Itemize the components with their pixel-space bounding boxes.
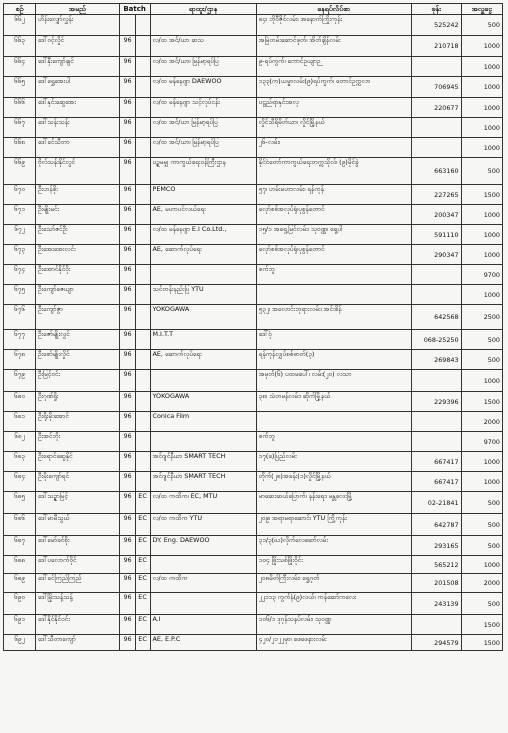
cell-rank: YOKOGAWA <box>150 392 256 412</box>
cell-amount: 9700 <box>461 265 502 285</box>
cell-amount: 500 <box>461 350 502 370</box>
cell-ec <box>135 245 150 265</box>
cell-rank: အင်ဂျင်နီယာ SMART TECH <box>150 472 256 492</box>
cell-rank: အင်ဂျင်နီယာ SMART TECH <box>150 452 256 472</box>
cell-ec: EC <box>135 635 150 651</box>
cell-ec <box>135 432 150 452</box>
cell-batch: 96 <box>119 615 135 635</box>
cell-ec <box>135 138 150 158</box>
cell-batch: 96 <box>119 472 135 492</box>
cell-name: ဒေါ်နိုင်နိုင်ဝင်း <box>35 615 119 635</box>
donor-table <box>3 3 503 651</box>
cell-no: ၆၉၁ <box>4 615 36 635</box>
cell-batch: 96 <box>119 432 135 452</box>
table-row <box>4 635 503 651</box>
table-header-row <box>4 4 503 15</box>
cell-no: ၆၆၉ <box>4 158 36 185</box>
cell-address: ၃၈၊ သံတမန်လမ်း၊ ဆိုက်မြို့နယ် <box>256 392 411 412</box>
cell-phone: 201508 <box>411 574 461 593</box>
cell-name: ဦးရောင်ဆွေနိုင် <box>35 452 119 472</box>
cell-address: ၂၀၈မိတ်ကြီးလမ်း၊ ရွှေဂုတ် <box>256 574 411 593</box>
cell-no: ၆၇၅ <box>4 285 36 305</box>
cell-phone: 293165 <box>411 536 461 556</box>
cell-name: ဒေါ်သီတာကျော် <box>35 635 119 651</box>
cell-batch: 96 <box>119 285 135 305</box>
table-row <box>4 305 503 330</box>
cell-name: ဦးအောင်နိုင်ဝိုး <box>35 265 119 285</box>
cell-name: ဗိုလ်သန်းနိုင်လွင် <box>35 158 119 185</box>
cell-address: နိုင်ငံတော်ကာကွယ်ရေးတက္ကသိုလ်၊ (၉)မိုင်ခွဲ <box>256 158 411 185</box>
cell-address: ၁၅/၁ အရှေ့မြင်လမ်း၊ သုဝဏ္ဏ၊ ရှေ့ပါ <box>256 225 411 245</box>
cell-address: ၂၂၁၁၃ ကွက်နံ(၉)လယ်၊ ကန်ဆော်ကလေး <box>256 593 411 615</box>
table-row <box>4 245 503 265</box>
cell-name: ဒေါ်ခင်ကြည်ကြည် <box>35 574 119 593</box>
cell-no: ၆၇၈ <box>4 350 36 370</box>
cell-name: ဒေါ်ပလောက်ဝိုင် <box>35 556 119 574</box>
cell-no: ၆၈၃ <box>4 452 36 472</box>
table-row <box>4 15 503 36</box>
cell-address: လှော်စစ်အလုပ်ရုံ၊ပုစွန်တောင် <box>256 205 411 225</box>
cell-batch: 96 <box>119 392 135 412</box>
cell-batch: 96 <box>119 118 135 138</box>
header-name: အမည် <box>35 4 119 15</box>
cell-name: ဒေါ်သဉ္ဇာမြင့် <box>35 492 119 514</box>
cell-amount: 1000 <box>461 77 502 98</box>
cell-address: အမြဲတမ်းဆောင်ဖုတ်၊ အိတ်ချိန်လမ်း <box>256 36 411 57</box>
cell-amount: 1000 <box>461 285 502 305</box>
cell-amount: 500 <box>461 330 502 350</box>
cell-rank: လ/ထ အင်/ယာ မြန်မာ့ရပ်ပြ <box>150 118 256 138</box>
cell-rank: လ/ထ မန်နေဂျာ DAEWOO <box>150 77 256 98</box>
cell-no: ၆၈၁ <box>4 412 36 432</box>
cell-batch: 96 <box>119 205 135 225</box>
header-batch: Batch <box>119 4 150 15</box>
cell-no: ၆၆၅ <box>4 77 36 98</box>
cell-batch: 96 <box>119 635 135 651</box>
cell-no: ၆၇၆ <box>4 305 36 330</box>
cell-phone: 667417 <box>411 472 461 492</box>
cell-phone: 642568 <box>411 305 461 330</box>
cell-address: တိုက်(၂၈)အခန်း(၁)လှိုင်မြို့နယ် <box>256 472 411 492</box>
cell-address: ၂၀၉၊ အရာမရာဆောင်၊ YTU ကြို့ကုန်း <box>256 514 411 536</box>
table-row <box>4 225 503 245</box>
cell-ec <box>135 330 150 350</box>
cell-address: ရန်ကုန်လျှပ်စစ်ဓာတ်(၃) <box>256 350 411 370</box>
cell-amount: 1000 <box>461 36 502 57</box>
cell-phone <box>411 615 461 635</box>
cell-phone: 294579 <box>411 635 461 651</box>
header-address: နေရပ်လိပ်စာ <box>256 4 411 15</box>
cell-no: ၆၇၂ <box>4 225 36 245</box>
table-row <box>4 98 503 118</box>
table-row <box>4 285 503 305</box>
cell-name: ဦးအင်ဘိုး <box>35 432 119 452</box>
cell-batch: 96 <box>119 412 135 432</box>
cell-batch: 96 <box>119 536 135 556</box>
cell-amount: 500 <box>461 593 502 615</box>
table-row <box>4 536 503 556</box>
cell-phone: 229396 <box>411 392 461 412</box>
cell-batch: 96 <box>119 492 135 514</box>
cell-amount: 500 <box>461 514 502 536</box>
cell-batch: 96 <box>119 185 135 205</box>
cell-ec <box>135 158 150 185</box>
cell-rank: Conica Film <box>150 412 256 432</box>
header-amount: အလှူငွေ <box>461 4 502 15</box>
cell-batch: 96 <box>119 265 135 285</box>
cell-amount: 1000 <box>461 472 502 492</box>
cell-ec <box>135 36 150 57</box>
cell-phone: 210718 <box>411 36 461 57</box>
cell-name: ဦးဂုဏ်ရှိုး <box>35 392 119 412</box>
cell-ec <box>135 305 150 330</box>
cell-phone <box>411 57 461 77</box>
cell-address: ပဋ္ဌည်ရာနှင်းအလှ <box>256 98 411 118</box>
cell-name: ဦးဟန်စိုး <box>35 185 119 205</box>
cell-phone: 663160 <box>411 158 461 185</box>
cell-phone: 525242 <box>411 15 461 36</box>
cell-rank <box>150 15 256 36</box>
cell-no: ၆၇၁ <box>4 205 36 225</box>
cell-phone: 220677 <box>411 98 461 118</box>
cell-no: ၆၇၃ <box>4 245 36 265</box>
cell-rank: သင်တန်းနည်းပြ YTU <box>150 285 256 305</box>
cell-address: ၁၀၆/၁ ဒုဂုန်သနပ်လမ်း၊ သုဝဏ္ဏ <box>256 615 411 635</box>
cell-ec: EC <box>135 593 150 615</box>
cell-batch: 96 <box>119 36 135 57</box>
cell-ec <box>135 412 150 432</box>
cell-ec <box>135 77 150 98</box>
cell-amount: 1000 <box>461 556 502 574</box>
cell-address: ၁၇(ခ)ပြည်လမ်း <box>256 452 411 472</box>
cell-rank: AE, E.P.C <box>150 635 256 651</box>
cell-ec <box>135 392 150 412</box>
table-row <box>4 432 503 452</box>
cell-rank: လ/ထ အင်/ယာ၊ မြန်မာ့ရပ်ပြ <box>150 57 256 77</box>
cell-batch <box>119 15 135 36</box>
table-row <box>4 265 503 285</box>
cell-phone: 642787 <box>411 514 461 536</box>
cell-ec <box>135 452 150 472</box>
cell-address: ၁၀၄ ဖြိုးသစ်ဖြိုးဝိုင်း <box>256 556 411 574</box>
cell-phone <box>411 432 461 452</box>
cell-name: ဒေါ်မာမီသွယ် <box>35 514 119 536</box>
cell-ec <box>135 185 150 205</box>
header-phone: ဖုန်း <box>411 4 461 15</box>
cell-name: ဒေါ်သန်းသန်း <box>35 118 119 138</box>
cell-phone <box>411 370 461 392</box>
cell-batch: 96 <box>119 330 135 350</box>
cell-ec: EC <box>135 556 150 574</box>
cell-phone <box>411 138 461 158</box>
cell-ec <box>135 225 150 245</box>
cell-phone: 290347 <box>411 245 461 265</box>
table-row <box>4 514 503 536</box>
cell-name: ဒေါ်မော်ခင်စိုး <box>35 536 119 556</box>
cell-amount: 1000 <box>461 138 502 158</box>
cell-amount: 1000 <box>461 225 502 245</box>
cell-phone: 565212 <box>411 556 461 574</box>
cell-ec: EC <box>135 574 150 593</box>
cell-amount: 1500 <box>461 392 502 412</box>
cell-no: ၆၇၀ <box>4 185 36 205</box>
cell-rank: လ/ထ အင်/ယာ၊ မြန်မာ့ရပ်ပြ <box>150 138 256 158</box>
cell-amount: 1000 <box>461 57 502 77</box>
cell-no: ၆၈၆ <box>4 514 36 536</box>
cell-amount: 1000 <box>461 205 502 225</box>
cell-ec <box>135 118 150 138</box>
cell-rank: လ/ထ ကထိက၊ EC, MTU <box>150 492 256 514</box>
cell-batch: 96 <box>119 514 135 536</box>
cell-address: ၉-ရပ်ကွက်၊ ကောင်ဥယျာဉ <box>256 57 411 77</box>
cell-name: ဦးကျော်ဇေယျာ <box>35 285 119 305</box>
cell-rank <box>150 265 256 285</box>
cell-batch: 96 <box>119 593 135 615</box>
cell-rank: M.I.T.T <box>150 330 256 350</box>
cell-name: ဒေါ်မြိုးသန့်သန့် <box>35 593 119 615</box>
table-row <box>4 392 503 412</box>
cell-amount: 2500 <box>461 305 502 330</box>
cell-ec <box>135 205 150 225</box>
cell-batch: 96 <box>119 350 135 370</box>
cell-no: ၆၇၉ <box>4 370 36 392</box>
cell-batch: 96 <box>119 452 135 472</box>
cell-rank: AE, ဆောက်လုပ်ရေး <box>150 245 256 265</box>
table-row <box>4 118 503 138</box>
cell-name: ဦးမျိုးမင်း <box>35 205 119 225</box>
cell-amount: 1500 <box>461 615 502 635</box>
table-row <box>4 615 503 635</box>
cell-address: ၄၂၀/၂၁၂၂မှာ၊ ဖေဖေနားလမ်း <box>256 635 411 651</box>
cell-batch: 96 <box>119 77 135 98</box>
cell-address: ၂၆-လမ်း၊ <box>256 138 411 158</box>
cell-no: ၆၆၂ <box>4 15 36 36</box>
cell-address: ၃၁/၃(ဃ)လိုက်လေဆော်လမ်း <box>256 536 411 556</box>
cell-batch: 96 <box>119 556 135 574</box>
cell-rank <box>150 556 256 574</box>
table-row <box>4 330 503 350</box>
cell-batch: 96 <box>119 574 135 593</box>
cell-no: ၆၆၄ <box>4 57 36 77</box>
cell-rank: AE, မဟာပင်လယ်ရေး <box>150 205 256 225</box>
cell-address: စက်ဘူ <box>256 432 411 452</box>
cell-no: ၆၈၅ <box>4 492 36 514</box>
cell-ec <box>135 15 150 36</box>
cell-no: ၆၉၂ <box>4 635 36 651</box>
cell-no: ၆၈၈ <box>4 556 36 574</box>
cell-name: ဦးဇော်မျိုးလွင် <box>35 330 119 350</box>
cell-amount: 500 <box>461 158 502 185</box>
cell-ec: EC <box>135 514 150 536</box>
cell-no: ၆၆၇ <box>4 118 36 138</box>
cell-rank: AE, ဆောက်လုပ်ရေး <box>150 350 256 370</box>
cell-phone: 200347 <box>411 205 461 225</box>
cell-phone: 667417 <box>411 452 461 472</box>
cell-no: ၆၆၈ <box>4 138 36 158</box>
cell-ec: EC <box>135 536 150 556</box>
cell-phone <box>411 412 461 432</box>
cell-rank: A.I <box>150 615 256 635</box>
cell-rank <box>150 432 256 452</box>
cell-amount: 1500 <box>461 635 502 651</box>
cell-ec: EC <box>135 615 150 635</box>
cell-amount: 1000 <box>461 370 502 392</box>
cell-rank: PEMCO <box>150 185 256 205</box>
table-row <box>4 350 503 370</box>
cell-phone <box>411 265 461 285</box>
cell-rank: လ/ထ ကထိက YTU <box>150 514 256 536</box>
cell-batch: 96 <box>119 98 135 118</box>
cell-amount: 500 <box>461 15 502 36</box>
cell-rank: DY. Eng. DAEWOO <box>150 536 256 556</box>
cell-name: ဒေါ်ဝင့်လှိုင် <box>35 36 119 57</box>
cell-amount: 1000 <box>461 245 502 265</box>
cell-phone <box>411 285 461 305</box>
cell-name: ဦးအေးအေးလင်း <box>35 245 119 265</box>
cell-ec <box>135 57 150 77</box>
cell-rank: လ/ထ မန်နေဂျာ သင့်လုပ်ငန်း <box>150 98 256 118</box>
table-row <box>4 574 503 593</box>
cell-ec <box>135 472 150 492</box>
cell-batch: 96 <box>119 245 135 265</box>
cell-address: စက်ဘူ <box>256 265 411 285</box>
cell-name: ဒေါ်နှီးကျော်ချင် <box>35 57 119 77</box>
table-row <box>4 158 503 185</box>
cell-phone: 269843 <box>411 350 461 370</box>
table-row <box>4 185 503 205</box>
cell-rank: လ/ထ ကထိက <box>150 574 256 593</box>
cell-name: ဒေါ်ရွှေအေးပါ <box>35 77 119 98</box>
cell-address <box>256 285 411 305</box>
cell-rank: YOKOGAWA <box>150 305 256 330</box>
cell-amount: 2000 <box>461 574 502 593</box>
cell-no: ၆၈၇ <box>4 536 36 556</box>
cell-amount: 9700 <box>461 432 502 452</box>
table-row <box>4 36 503 57</box>
cell-ec <box>135 285 150 305</box>
table-row <box>4 412 503 432</box>
cell-address: လှော်စစ်အလုပ်ရုံ၊ပုစွန်တောင် <box>256 245 411 265</box>
cell-no: ၆၈၄ <box>4 472 36 492</box>
table-row <box>4 205 503 225</box>
cell-address: ၅၇၊ ဟမ်းမဟာလမ်း၊ ရန်ကုန် <box>256 185 411 205</box>
cell-ec <box>135 370 150 392</box>
cell-address: ဒေါ်ဝုံ <box>256 330 411 350</box>
cell-rank <box>150 593 256 615</box>
cell-phone: 243139 <box>411 593 461 615</box>
table-row <box>4 138 503 158</box>
table-row <box>4 492 503 514</box>
cell-no: ၆၇၇ <box>4 330 36 350</box>
cell-amount: 500 <box>461 492 502 514</box>
cell-batch: 96 <box>119 138 135 158</box>
cell-no: ၆၇၄ <box>4 265 36 285</box>
cell-batch: 96 <box>119 370 135 392</box>
cell-name: ဦးရိုးမိုးအောင် <box>35 412 119 432</box>
cell-no: ၆၈၉ <box>4 574 36 593</box>
cell-amount: 1000 <box>461 98 502 118</box>
cell-no: ၆၈၂ <box>4 432 36 452</box>
cell-amount: 1500 <box>461 185 502 205</box>
cell-name: ဒေါ်နှင်းဆွေအေး <box>35 98 119 118</box>
cell-address: မာဆေးဆယ်ပြောက်၊ နန်းရေး၊ မန္တလေးမြို့ <box>256 492 411 514</box>
table-row <box>4 370 503 392</box>
cell-rank: လ/ထ အင်/ယာ ဆသ <box>150 36 256 57</box>
cell-amount: 1000 <box>461 452 502 472</box>
cell-batch: 96 <box>119 225 135 245</box>
cell-name: ဟိန်းလျှော်လွှန်း <box>35 15 119 36</box>
cell-no: ၆၉၀ <box>4 593 36 615</box>
table-row <box>4 57 503 77</box>
table-row <box>4 452 503 472</box>
cell-name: ဦးသော်ဇင်ဦး <box>35 225 119 245</box>
cell-name: ဦးစော်မျိုးလှိုင် <box>35 350 119 370</box>
cell-ec <box>135 350 150 370</box>
table-row <box>4 472 503 492</box>
cell-rank <box>150 370 256 392</box>
cell-amount: 2000 <box>461 412 502 432</box>
cell-batch: 96 <box>119 57 135 77</box>
cell-phone: 068-25250 <box>411 330 461 350</box>
cell-name: ဦးမြင့်ဝင်း <box>35 370 119 392</box>
cell-name: ဦးကျော်ဇွာ <box>35 305 119 330</box>
cell-phone: 591110 <box>411 225 461 245</box>
cell-address: လှိုင်သီရိမိတ်ယာ၊ လှိုင်မြို့နယ် <box>256 118 411 138</box>
header-rank: ရာထူး/ဌာန <box>150 4 256 15</box>
cell-address: ၁၃၃(က)ယမ္မာလမ်း(၉)ရပ်ကွက်၊ တောင်ဥက္ကလာ <box>256 77 411 98</box>
cell-address: အမှတ်(၆) ပထမပေါ်၊ လမ်း(၂၀) လသာ <box>256 370 411 392</box>
table-row <box>4 593 503 615</box>
cell-no: ၆၆၃ <box>4 36 36 57</box>
cell-no: ၆၆၆ <box>4 98 36 118</box>
cell-no: ၆၈၀ <box>4 392 36 412</box>
cell-name: ဦးမိုးကျော်ရင် <box>35 472 119 492</box>
cell-name: ဒေါ်ခင်သီတာ <box>35 138 119 158</box>
cell-address <box>256 412 411 432</box>
cell-ec <box>135 98 150 118</box>
cell-rank: လ/ထ မန်နေဂျာ E.I Co.Ltd., <box>150 225 256 245</box>
table-row <box>4 77 503 98</box>
cell-batch: 96 <box>119 305 135 330</box>
cell-phone: 227265 <box>411 185 461 205</box>
cell-ec: EC <box>135 492 150 514</box>
cell-rank: ပဉ္စမမျှ ကာကွယ်ရေးဝန်ကြီးဌာန <box>150 158 256 185</box>
cell-amount: 500 <box>461 536 502 556</box>
cell-address: ၈၄၊ ဘိုဝီဇိုင်လမ်း၊ အနောက်ကြိုးကုန်း <box>256 15 411 36</box>
table-row <box>4 556 503 574</box>
cell-batch: 96 <box>119 158 135 185</box>
cell-phone <box>411 118 461 138</box>
cell-ec <box>135 265 150 285</box>
cell-phone: 02-21841 <box>411 492 461 514</box>
cell-phone: 706945 <box>411 77 461 98</box>
header-no: စဥ် <box>4 4 36 15</box>
cell-address: ၅၃၂၊ အလောင်းဘုရားလမ်း၊ အင်းစိန် <box>256 305 411 330</box>
cell-amount: 1000 <box>461 118 502 138</box>
